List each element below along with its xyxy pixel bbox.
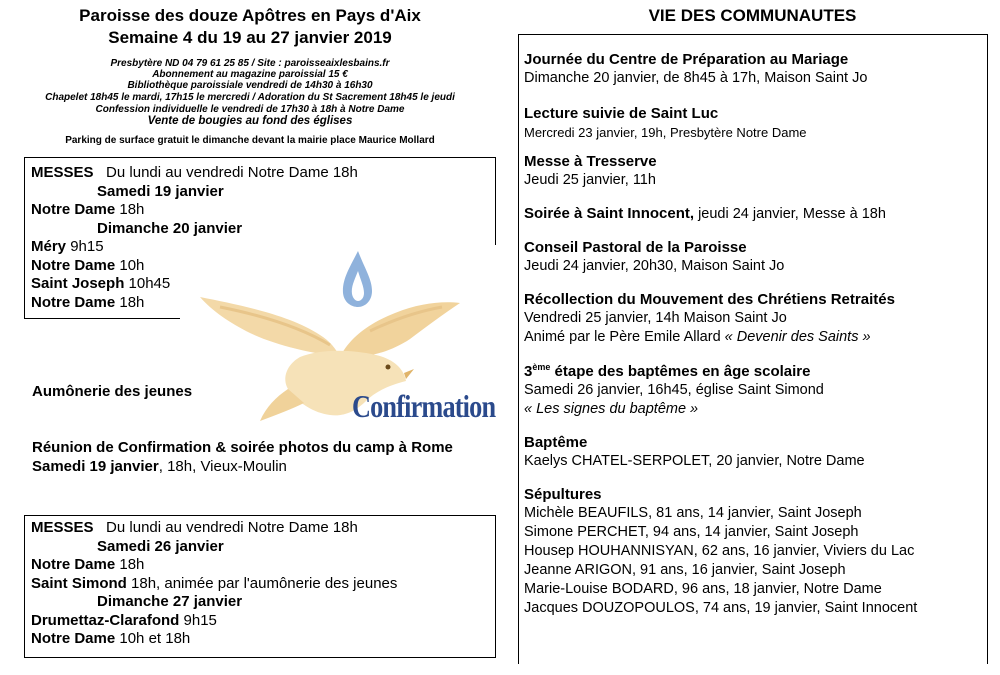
day-heading: Samedi 26 janvier [97, 537, 224, 555]
weekday-mass: Du lundi au vendredi Notre Dame 18h [106, 164, 358, 181]
mass-place: Drumettaz-Clarafond [31, 611, 180, 629]
section-line: Samedi 26 janvier, 16h45, église Saint Simond [524, 382, 824, 398]
day-heading: Samedi 19 janvier [97, 182, 224, 200]
section-line: Vendredi 25 janvier, 14h Maison Saint Jo [524, 310, 787, 326]
stage-suffix: ème [532, 362, 551, 372]
info-line: Chapelet 18h45 le mardi, 17h15 le mercredi / Adoration du St Sacrement 18h45 le jeudi [45, 92, 455, 103]
section-pastoral-council [524, 238, 984, 276]
section-line: Jeudi 24 janvier, 20h30, Maison Saint Jo [524, 258, 785, 274]
youth-date: Samedi 19 janvier [32, 458, 159, 475]
list-item: Jeanne ARIGON, 91 ans, 16 janvier, Saint Joseph [524, 562, 846, 578]
mass-place: Notre Dame [31, 201, 116, 218]
section-heading: Messe à Tresserve [524, 153, 657, 170]
info-line: Confession individuelle le vendredi de 17h30 à 18h à Notre Dame [95, 104, 405, 115]
weekday-mass: Du lundi au vendredi Notre Dame 18h [106, 519, 358, 536]
confirmation-word: Confirmation [352, 388, 496, 424]
section-line: Animé par le Père Emile Allard [524, 329, 725, 345]
mass-place: Saint Joseph [31, 275, 125, 292]
mass-time: 18h [115, 201, 145, 218]
day-heading: Dimanche 27 janvier [97, 593, 243, 610]
section-baptism [524, 433, 984, 471]
section-heading: Baptême [524, 434, 588, 451]
info-line: Bibliothèque paroissiale vendredi de 14h30 à 16h30 [127, 80, 373, 91]
messes-label: MESSES [31, 519, 94, 536]
mass-time: 18h [115, 293, 145, 311]
section-saint-innocent [524, 204, 984, 224]
mass-time: 18h, animée par l'aumônerie des jeunes [126, 574, 398, 592]
section-heading: Journée du Centre de Préparation au Mariage [524, 51, 849, 68]
mass-time: 10h [115, 256, 145, 274]
section-heading: étape des baptêmes en âge scolaire [550, 363, 811, 380]
section-line: jeudi 24 janvier, Messe à 18h [694, 206, 886, 222]
mass-place: Notre Dame [31, 293, 116, 311]
section-heading: Conseil Pastoral de la Paroisse [524, 239, 747, 256]
section-heading: Soirée à Saint Innocent, [524, 205, 695, 222]
section-recollection [524, 290, 984, 347]
mass-time: 9h15 [66, 238, 104, 255]
stage-number: 3 [524, 363, 533, 380]
list-item: Jacques DOUZOPOULOS, 74 ans, 19 janvier, Saint Innocent [524, 600, 918, 616]
mass-place: Méry [31, 238, 67, 255]
youth-meeting: Réunion de Confirmation & soirée photos du camp à Rome [32, 439, 453, 456]
mass-place: Notre Dame [31, 556, 116, 573]
section-quote: « Les signes du baptême » [524, 401, 699, 417]
list-item: Marie-Louise BODARD, 96 ans, 18 janvier, Notre Dame [524, 581, 882, 597]
community-title: VIE DES COMMUNAUTES [648, 6, 857, 25]
section-heading: Sépultures [524, 486, 602, 503]
section-quote: « Devenir des Saints » [724, 329, 871, 345]
section-funerals [524, 485, 984, 618]
mass-place: Saint Simond [31, 574, 127, 592]
info-line: Presbytère ND 04 79 61 25 85 / Site : paroisseaixlesbains.fr [110, 58, 390, 69]
youth-title: Aumônerie des jeunes [32, 383, 193, 400]
candles-note: Vente de bougies au fond des églises [147, 115, 353, 127]
list-item: Simone PERCHET, 94 ans, 14 janvier, Saint Joseph [524, 524, 859, 540]
section-line: Kaelys CHATEL-SERPOLET, 20 janvier, Notre Dame [524, 453, 865, 469]
section-line: Mercredi 23 janvier, 19h, Presbytère Notre Dame [524, 125, 807, 140]
list-item: Housep HOUHANNISYAN, 62 ans, 16 janvier, Viviers du Lac [524, 543, 915, 559]
mass-place: Notre Dame [31, 630, 116, 647]
section-luke [524, 104, 984, 142]
mass-time: 18h [115, 556, 145, 573]
mass-time: 9h15 [179, 611, 217, 629]
youth-date-rest: , 18h, Vieux-Moulin [158, 458, 287, 475]
section-heading: Récollection du Mouvement des Chrétiens Retraités [524, 291, 895, 308]
list-item: Michèle BEAUFILS, 81 ans, 14 janvier, Saint Joseph [524, 505, 862, 521]
mass-time: 10h et 18h [115, 630, 191, 647]
parking-note: Parking de surface gratuit le dimanche devant la mairie place Maurice Mollard [65, 135, 435, 146]
info-line: Abonnement au magazine paroissial 15 € [152, 69, 348, 80]
parish-title: Paroisse des douze Apôtres en Pays d'Aix [79, 6, 421, 25]
mass-place: Notre Dame [31, 256, 116, 274]
section-heading: Lecture suivie de Saint Luc [524, 105, 719, 122]
day-heading: Dimanche 20 janvier [97, 219, 243, 237]
section-line: Dimanche 20 janvier, de 8h45 à 17h, Maison Saint Jo [524, 70, 868, 86]
section-marriage [524, 50, 984, 88]
section-tresserve [524, 152, 984, 190]
messes-label: MESSES [31, 164, 94, 181]
section-line: Jeudi 25 janvier, 11h [524, 172, 656, 188]
mass-time: 10h45 [124, 275, 171, 292]
section-baptism-stage [524, 362, 984, 419]
week-subtitle: Semaine 4 du 19 au 27 janvier 2019 [108, 28, 392, 47]
messes-box-week2 [24, 515, 496, 658]
